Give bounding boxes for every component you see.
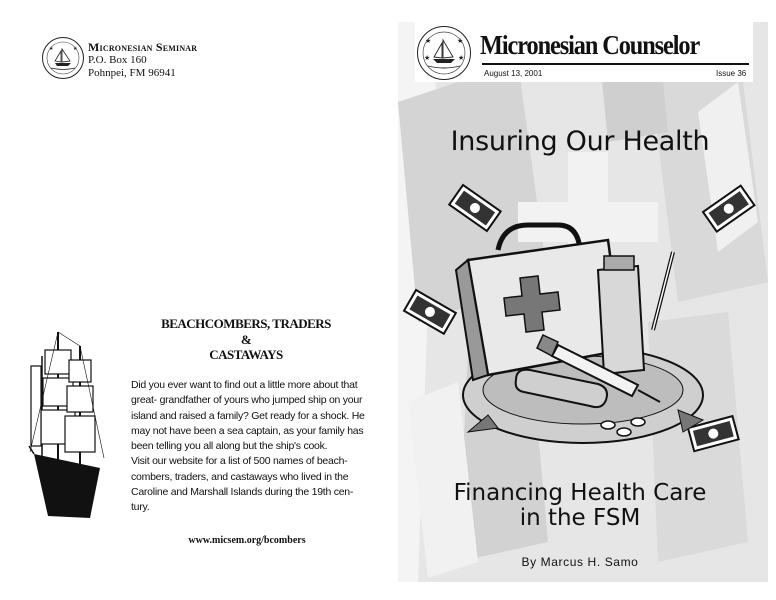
- svg-text:★: ★: [457, 38, 464, 45]
- micronesian-seminar-seal-icon: [42, 37, 84, 79]
- ad-headline-line-3: CASTAWAYS: [209, 347, 283, 362]
- organization-name: Micronesian Seminar: [88, 40, 198, 54]
- ad-headline-line-1: BEACHCOMBERS, TRADERS: [161, 316, 331, 331]
- issue-number: Issue 36: [716, 69, 747, 78]
- cover-author: By Marcus H. Samo: [521, 555, 639, 569]
- money-bill-icon: [404, 290, 456, 334]
- ad-headline: [130, 316, 362, 363]
- money-bill-icon: [449, 185, 500, 231]
- website-url: www.micsem.org/bcombers: [188, 535, 306, 546]
- health-kit-money-illustration: [398, 170, 768, 470]
- svg-text:★: ★: [425, 38, 432, 45]
- cover-headline: Insuring Our Health: [450, 126, 710, 157]
- masthead-title: Micronesian Counselor: [480, 30, 700, 60]
- cover-subheadline: [410, 481, 750, 531]
- cover-subheadline-line-1: Financing Health Care: [453, 480, 707, 506]
- return-address: [88, 41, 197, 80]
- address-line-2: Pohnpei, FM 96941: [88, 67, 176, 79]
- svg-text:★: ★: [73, 46, 78, 52]
- sailing-ship-illustration: [28, 326, 106, 522]
- issue-date: August 13, 2001: [484, 69, 543, 78]
- ad-paragraph-2: Visit our website for a list of 500 names of beach-combers, traders, and castaways who lived in the Caroline and Marshall Islands during the 19th cen-tury.: [131, 455, 354, 514]
- svg-text:★: ★: [424, 55, 431, 62]
- masthead-seal-icon: [417, 26, 471, 80]
- ad-paragraph-1: Did you ever want to find out a little more about that great- grandfather of yours who jumped ship on your island and raised a family? Get ready for a shock. He may not have been a sea captain, as your family has been telling you all along but the ship's cook.: [131, 379, 365, 453]
- masthead-rule: [482, 63, 749, 65]
- ad-headline-line-2: &: [240, 331, 252, 347]
- ad-body: [131, 378, 367, 516]
- svg-text:★: ★: [49, 46, 54, 52]
- address-line-1: P.O. Box 160: [88, 54, 147, 66]
- money-bill-icon: [703, 186, 754, 232]
- cover-subheadline-line-2: in the FSM: [519, 505, 641, 531]
- svg-text:★: ★: [458, 55, 465, 62]
